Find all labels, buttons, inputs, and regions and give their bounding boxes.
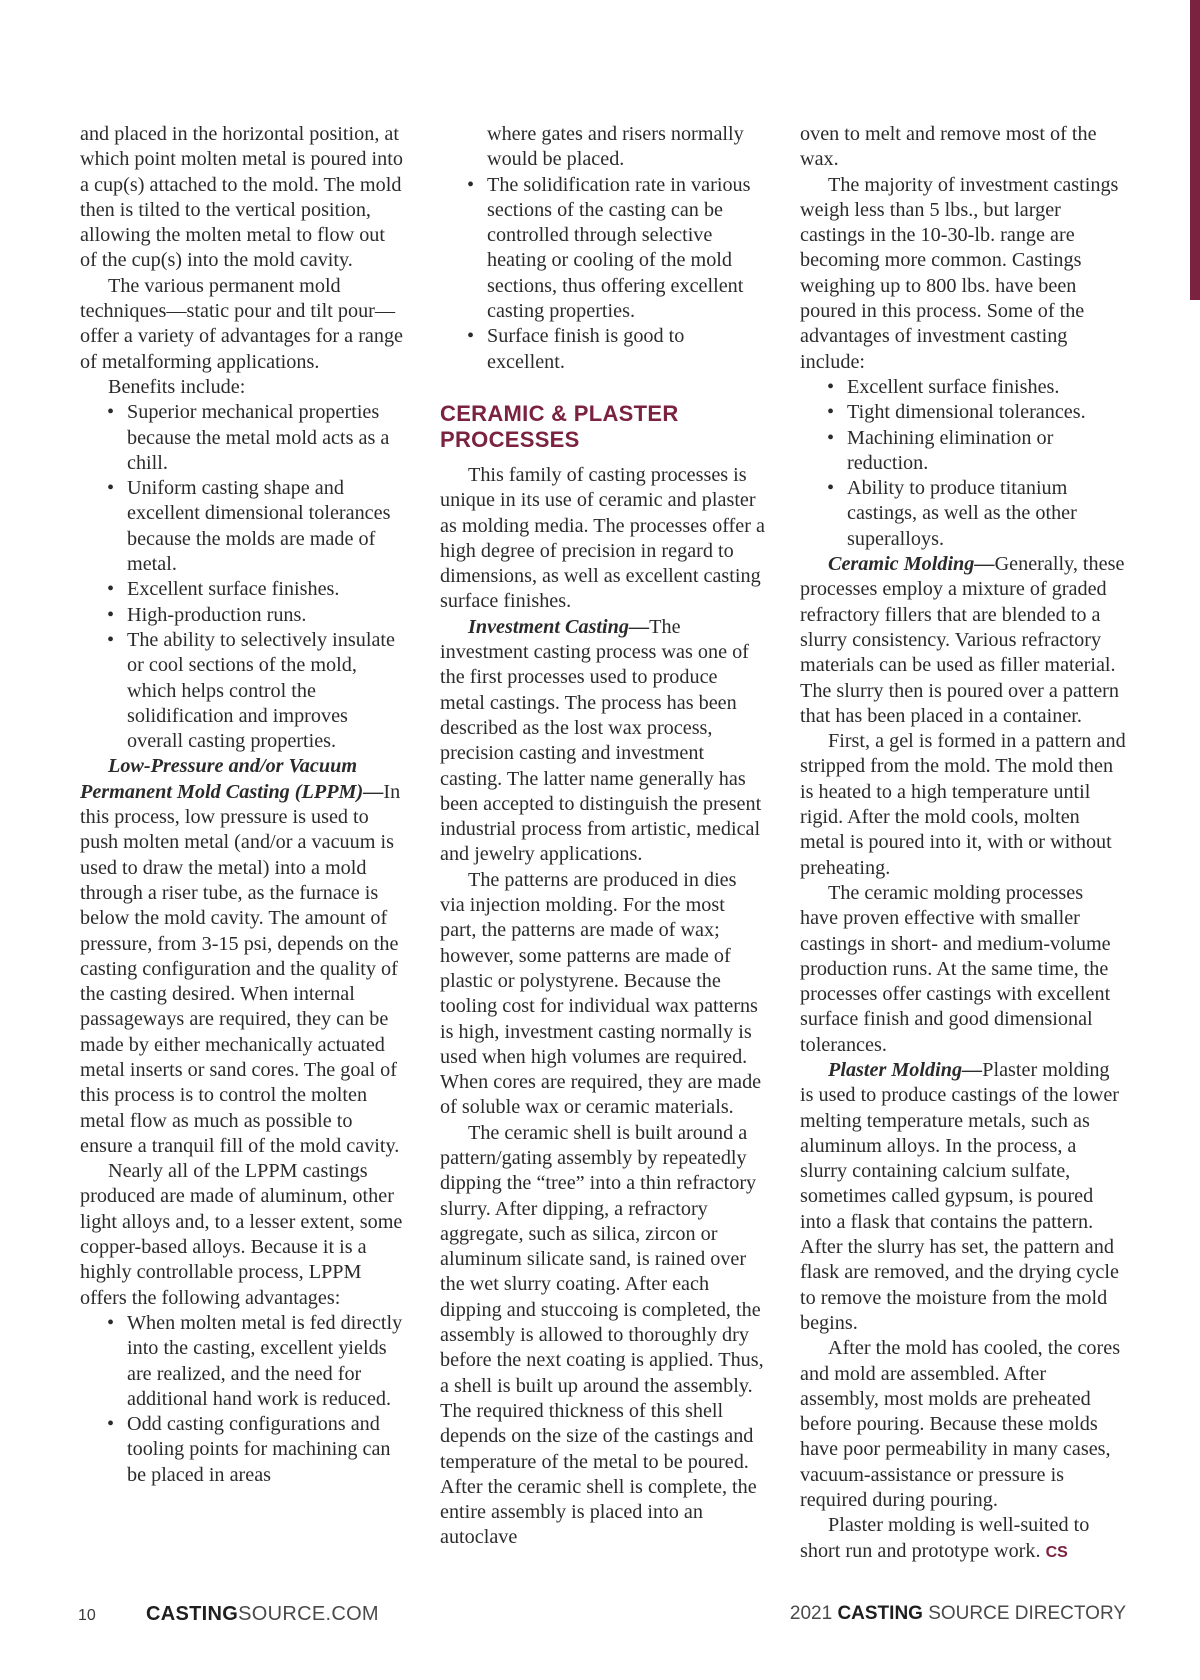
- list-item: • Machining elimination or reduction.: [800, 426, 1126, 477]
- paragraph-body: Plaster molding is used to produce castings of the lower melting temperature metals, such as aluminum alloys. In the process, a slurry containing calcium sulfate, sometimes called gypsum, is poured into a flask that contains the pattern. After the slurry has set, the pattern and flask are removed, and the drying cycle to remove the moisture from the mold begins.: [800, 1058, 1119, 1334]
- list-item: • Tight dimensional tolerances.: [800, 400, 1126, 425]
- lppm-advantages-list: [80, 1311, 406, 1488]
- list-item: • Excellent surface finishes.: [80, 577, 406, 602]
- accent-bar: [1190, 0, 1200, 300]
- footer-directory: [790, 1603, 1126, 1625]
- paragraph: First, a gel is formed in a pattern and stripped from the mold. The mold then is heated to a high temperature until rigid. After the mold cools, molten metal is poured into it, with or without preheating.: [800, 730, 1126, 879]
- footer-site-brand: CASTING: [146, 1603, 239, 1625]
- paragraph: [800, 1513, 1126, 1565]
- list-item: • High-production runs.: [80, 603, 406, 628]
- footer-directory-brand: CASTING: [837, 1603, 923, 1624]
- paragraph: The ceramic molding processes have proven effective with smaller castings in short- and medium-volume production runs. At the same time, the processes offer castings with excellent surface finish and good dimensional tolerances.: [800, 881, 1111, 1056]
- list-item: • Surface finish is good to excellent.: [440, 324, 766, 375]
- paragraph-body: Generally, these processes employ a mixture of graded refractory fillers that are blended to a slurry consistency. Various refractory materials can be used as filler material. The slurry then is poured over a pattern that has been placed in a container.: [800, 553, 1125, 727]
- list-item: where gates and risers normally would be placed.: [487, 123, 744, 171]
- subhead-plaster-molding: Plaster Molding—: [828, 1058, 983, 1081]
- paragraph-body: Plaster molding is well-suited to short run and prototype work.: [800, 1514, 1090, 1562]
- paragraph: oven to melt and remove most of the wax.: [800, 123, 1097, 171]
- end-mark: CS: [1045, 1543, 1068, 1561]
- section-heading: CERAMIC & PLASTER PROCESSES: [440, 400, 679, 452]
- paragraph-body: In this process, low pressure is used to push molten metal (and/or a vacuum is used to draw the metal) into a mold through a riser tube, as the furnace is below the mold cavity. The amount of pressure, from 3-15 psi, depends on the casting configuration and the quality of the casting desired. When internal passageways are required, they can be made by either mechanically actuated metal inserts or sand cores. The goal of this process is to control the molten metal flow as much as possible to ensure a tranquil fill of the mold cavity.: [80, 780, 401, 1157]
- paragraph-body: The investment casting process was one of the first processes used to produce metal castings. The process has been described as the lost wax process, precision casting and investment casting. The latter name generally has been accepted to distinguish the present industrial process from artistic, medical and jewelry applications.: [440, 615, 762, 866]
- paragraph: [80, 754, 406, 1159]
- paragraph: This family of casting processes is unique in its use of ceramic and plaster as molding media. The processes offer a high degree of precision in regard to dimensions, as well as excellent casting surface finishes.: [440, 463, 765, 613]
- paragraph: After the mold has cooled, the cores and mold are assembled. After assembly, most molds are preheated before pouring. Because these molds have poor permeability in many cases, vacuum-assistance or pressure is required during pouring.: [800, 1337, 1121, 1512]
- paragraph: and placed in the horizontal position, at which point molten metal is poured into a cup(s) attached to the mold. The mold then is tilted to the vertical position, allowing the molten metal to flow out of the cup(s) into the mold cavity.: [80, 123, 403, 272]
- footer-directory-rest: SOURCE DIRECTORY: [928, 1603, 1126, 1624]
- list-item: • Uniform casting shape and excellent dimensional tolerances because the molds are made of metal.: [80, 476, 406, 577]
- paragraph: [440, 615, 766, 868]
- page-number: 10: [78, 1607, 96, 1624]
- subhead-investment-casting: Investment Casting—: [468, 615, 650, 638]
- investment-advantages-list: [800, 375, 1126, 552]
- footer-site: [146, 1603, 379, 1626]
- article-column-3: [800, 122, 1126, 1565]
- paragraph: The majority of investment castings weigh less than 5 lbs., but larger castings in the 10-30-lb. range are becoming more common. Castings weighing up to 800 lbs. have been poured in this process. Some of the advantages of investment casting include:: [800, 173, 1119, 373]
- paragraph: [800, 1058, 1126, 1336]
- list-item: • The solidification rate in various sections of the casting can be controlled through selective heating or cooling of the mold sections, thus offering excellent casting properties.: [440, 173, 766, 325]
- footer-site-rest: SOURCE.COM: [238, 1603, 379, 1625]
- paragraph: [800, 552, 1126, 729]
- list-item: • Ability to produce titanium castings, as well as the other superalloys.: [800, 476, 1126, 552]
- list-item: • When molten metal is fed directly into the casting, excellent yields are realized, and the need for additional hand work is reduced.: [80, 1311, 406, 1412]
- paragraph: The various permanent mold techniques—static pour and tilt pour—offer a variety of advantages for a range of metalforming applications.: [80, 274, 404, 373]
- paragraph: Nearly all of the LPPM castings produced are made of aluminum, other light alloys and, to a lesser extent, some copper-based alloys. Because it is a highly controllable process, LPPM offers the following advantages:: [80, 1160, 403, 1309]
- lppm-advantages-continued: [440, 122, 766, 375]
- paragraph: The ceramic shell is built around a pattern/gating assembly by repeatedly dipping the “tree” into a thin refractory slurry. After dipping, a refractory aggregate, such as silica, zircon or aluminum silicate sand, is rained over the wet slurry coating. After each dipping and stuccoing is completed, the assembly is allowed to thoroughly dry before the next coating is applied. Thus, a shell is built up around the assembly. The required thickness of this shell depends on the size of the castings and temperature of the metal to be poured. After the ceramic shell is complete, the entire assembly is placed into an autoclave: [440, 1121, 764, 1549]
- benefits-label: Benefits include:: [108, 375, 246, 398]
- subhead-ceramic-molding: Ceramic Molding—: [828, 553, 995, 576]
- subhead-lppm: Low-Pressure and/or Vacuum Permanent Mold Casting (LPPM)—: [80, 755, 384, 803]
- paragraph: The patterns are produced in dies via injection molding. For the most part, the patterns are made of wax; however, some patterns are made of plastic or polystyrene. Because the tooling cost for individual wax patterns is high, investment casting normally is used when high volumes are required. When cores are required, they are made of soluble wax or ceramic materials.: [440, 868, 762, 1119]
- benefits-list: [80, 400, 406, 754]
- list-item: • Excellent surface finishes.: [800, 375, 1126, 400]
- list-item: • Odd casting configurations and tooling points for machining can be placed in areas: [80, 1412, 406, 1488]
- footer-directory-year: 2021: [789, 1603, 833, 1624]
- article-column-2: [440, 122, 766, 1551]
- list-item: • The ability to selectively insulate or cool sections of the mold, which helps control the solidification and improves overall casting properties.: [80, 628, 406, 754]
- article-column-1: [80, 122, 406, 1488]
- list-item: • Superior mechanical properties because the metal mold acts as a chill.: [80, 400, 406, 476]
